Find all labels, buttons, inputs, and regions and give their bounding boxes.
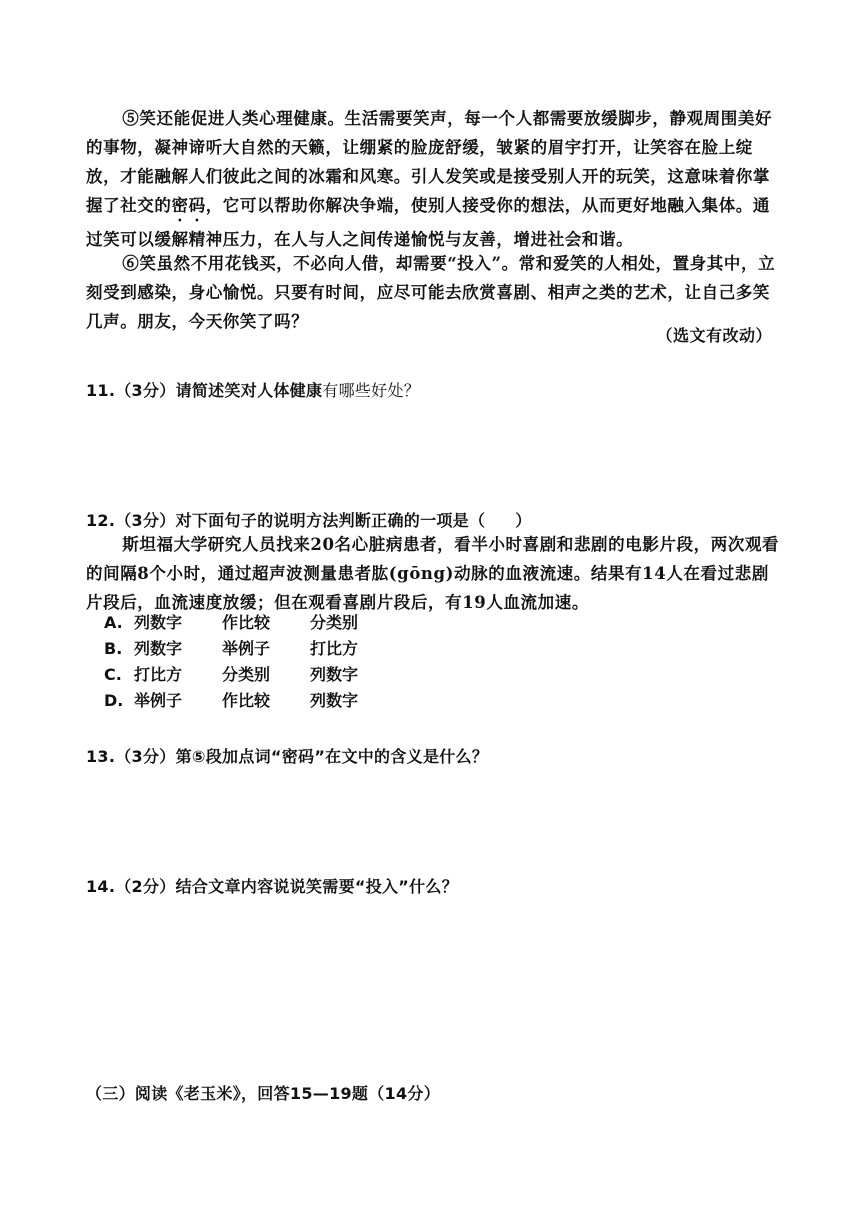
question-12-close: ） <box>515 511 532 530</box>
question-11 <box>86 378 420 401</box>
option-method: 打比方 <box>310 639 359 658</box>
question-12 <box>86 508 532 531</box>
option-a[interactable] <box>104 610 358 636</box>
option-method: 举例子 <box>222 639 271 658</box>
options-list <box>104 610 358 714</box>
option-method: 分类别 <box>310 613 359 632</box>
source-note: （选文有改动） <box>656 326 772 345</box>
question-13: 13.（3分）第⑤段加点词“密码”在文中的含义是什么？ <box>86 747 489 766</box>
option-method: 列数字 <box>134 639 183 658</box>
question-11-tail: 有哪些好处？ <box>322 381 421 400</box>
passage-paragraph-5: ⑤笑还能促进人类心理健康。生活需要笑声，每一个人都需要放缓脚步，静观周围美好的事物，凝神谛听大自然的天籁，让绷紧的脸庞舒缓，皱紧的眉宇打开，让笑容在脸上绽放，才能融解人们彼此之间的冰霜和风寒。引人发笑或是接受别人开的玩笑，这意味着你掌握了社交的密码，它可以帮助你解决争端，使别人接受你的想法，从而更好地融入集体。通过笑可以缓解精神压力，在人与人之间传递愉悦与友善，增进社会和谐。 <box>86 109 773 249</box>
option-b[interactable] <box>104 636 358 662</box>
option-method: 作比较 <box>222 613 271 632</box>
option-method: 列数字 <box>310 691 359 710</box>
emphasized-keyword: 密码 <box>171 196 206 215</box>
option-key: A. <box>104 613 123 632</box>
option-method: 打比方 <box>134 665 183 684</box>
section-heading: （三）阅读《老玉米》，回答15—19题（14分） <box>86 1084 440 1103</box>
option-c[interactable] <box>104 662 358 688</box>
option-method: 列数字 <box>310 665 359 684</box>
option-d[interactable] <box>104 688 358 714</box>
option-method: 作比较 <box>222 691 271 710</box>
option-key: D. <box>104 691 124 710</box>
question-14: 14.（2分）结合文章内容说说笑需要“投入”什么？ <box>86 877 459 896</box>
option-method: 举例子 <box>134 691 183 710</box>
question-11-label: 11.（3分）请简述笑对人体健康 <box>86 381 323 400</box>
question-12-passage: 斯坦福大学研究人员找来20名心脏病患者，看半小时喜剧和悲剧的电影片段，两次观看的间隔8个小时，通过超声波测量患者肱(gōng)动脉的血液流速。结果有14人在看过悲剧片段后，血流速度放缓；但在观看喜剧片段后，有19人血流加速。 <box>86 535 780 612</box>
question-12-label: 12.（3分）对下面句子的说明方法判断正确的一项是（ <box>86 511 486 530</box>
passage-paragraph-6: ⑥笑虽然不用花钱买，不必向人借，却需要“投入”。常和爱笑的人相处，置身其中，立刻受到感染，身心愉悦。只要有时间，应尽可能去欣赏喜剧、相声之类的艺术，让自己多笑几声。朋友，今天你笑了吗？ <box>86 254 776 331</box>
option-method: 列数字 <box>134 613 183 632</box>
option-key: B. <box>104 639 123 658</box>
option-method: 分类别 <box>222 665 271 684</box>
option-key: C. <box>104 665 122 684</box>
